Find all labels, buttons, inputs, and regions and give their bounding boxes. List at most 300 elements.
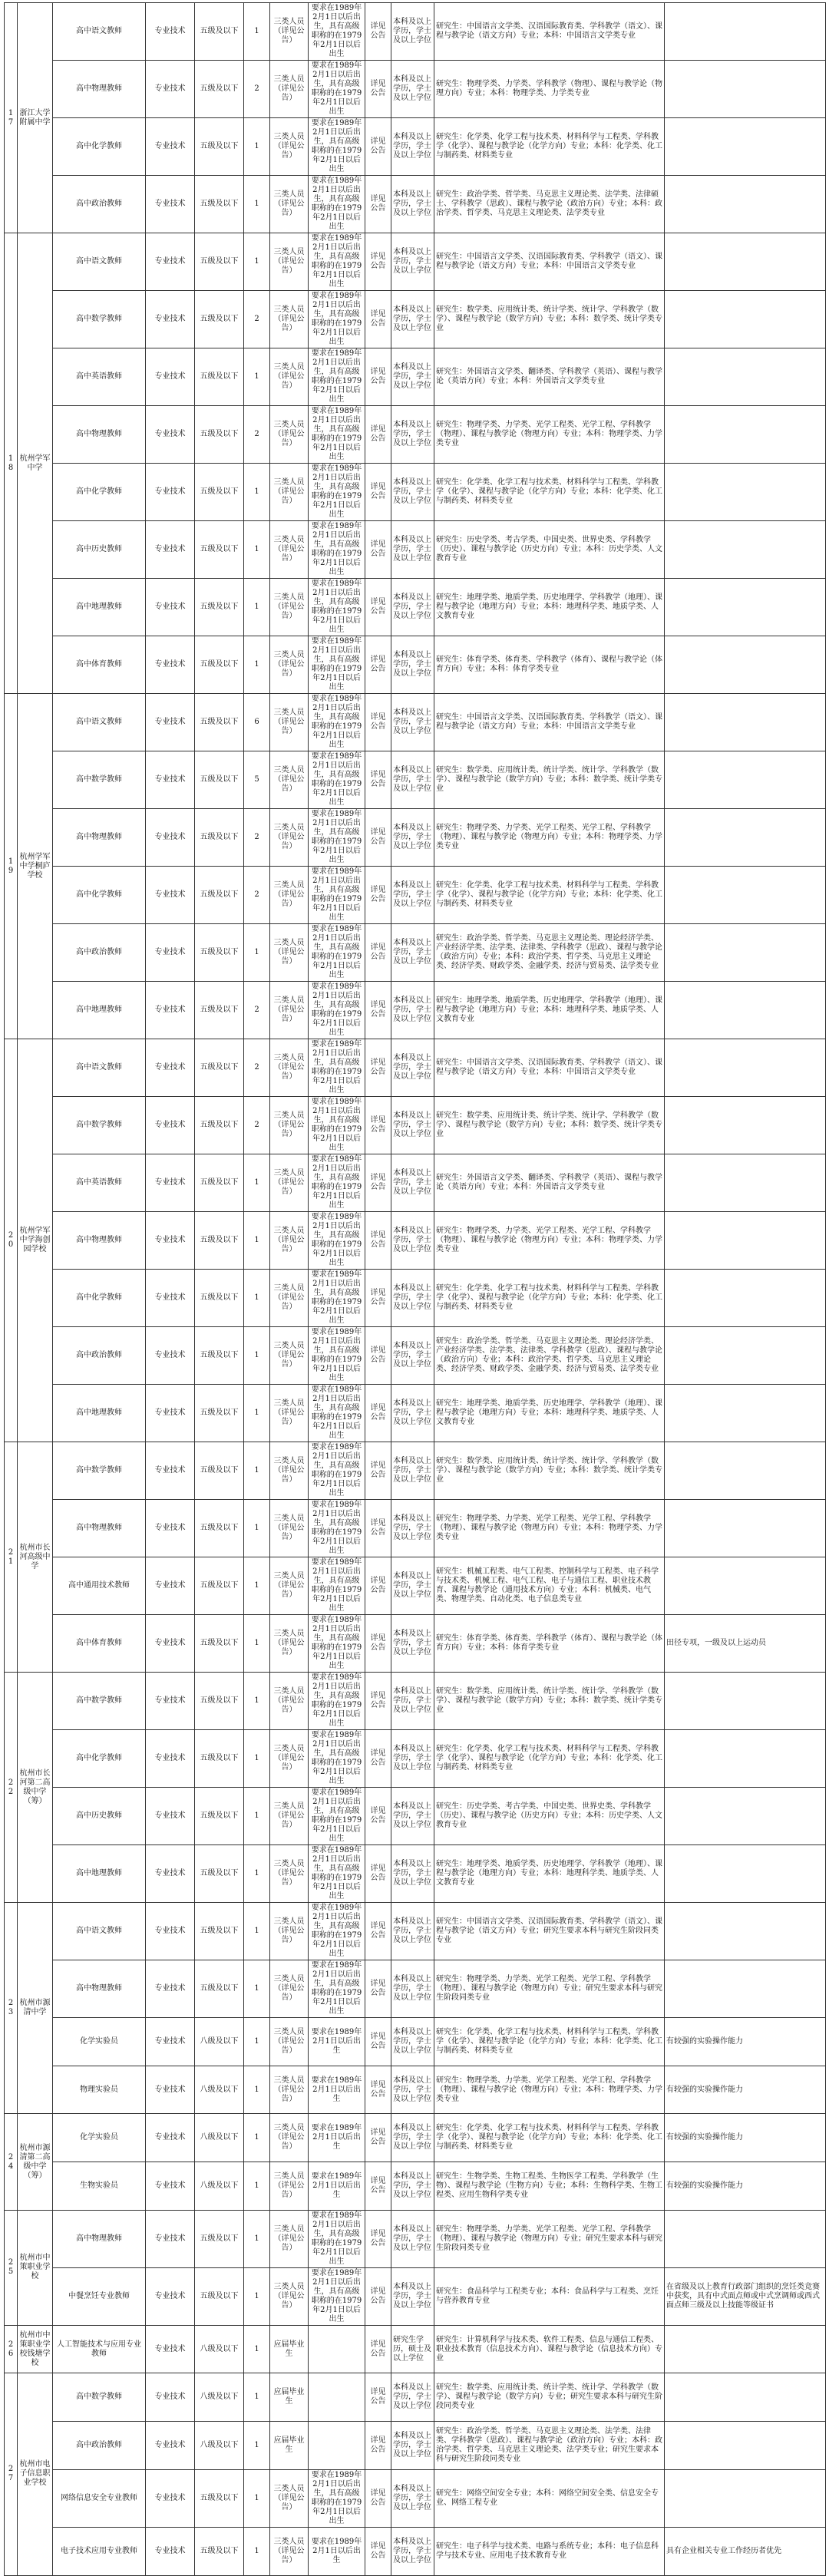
education-requirement: 本科及以上学历，学士及以上学位 bbox=[391, 1615, 434, 1673]
table-row bbox=[5, 751, 826, 809]
remark bbox=[665, 2210, 826, 2267]
position-category: 专业技术 bbox=[146, 61, 195, 118]
age-requirement: 要求在1989年2月1日以后出生，具有高级职称的在1979年2月1日以后出生 bbox=[309, 982, 365, 1039]
position-level: 五级及以下 bbox=[195, 3, 244, 61]
hire-count: 1 bbox=[244, 1154, 270, 1212]
position-level: 五级及以下 bbox=[195, 636, 244, 694]
target-group: 三类人员（详见公告） bbox=[270, 1327, 309, 1385]
remark bbox=[665, 1845, 826, 1903]
position-category: 专业技术 bbox=[146, 1270, 195, 1327]
position-category: 专业技术 bbox=[146, 2162, 195, 2211]
position-level: 五级及以下 bbox=[195, 1039, 244, 1097]
position-name: 高中政治教师 bbox=[53, 2422, 146, 2470]
target-group: 三类人员（详见公告） bbox=[270, 233, 309, 291]
remark bbox=[665, 1903, 826, 1960]
major-requirement: 研究生：食品科学与工程类专业；本科：食品科学与工程类、烹饪与营养教育专业 bbox=[434, 2267, 665, 2325]
position-level: 五级及以下 bbox=[195, 751, 244, 809]
remark bbox=[665, 1730, 826, 1788]
table-row bbox=[5, 2527, 826, 2575]
position-category: 专业技术 bbox=[146, 1039, 195, 1097]
position-level: 五级及以下 bbox=[195, 61, 244, 118]
remark bbox=[665, 1500, 826, 1557]
position-category: 专业技术 bbox=[146, 982, 195, 1039]
table-row bbox=[5, 1442, 826, 1500]
target-group: 三类人员（详见公告） bbox=[270, 291, 309, 348]
major-requirement: 研究生：政治学类、哲学类、马克思主义理论类、理论经济学类、产业经济学类、法学类、法律类、学科教学（思政）、课程与教学论（政治方向）专业；本科：政治学类、哲学类、马克思主义理论类、经济学类、财政学类、金融学类、经济与贸易类、法学类专业 bbox=[434, 924, 665, 982]
age-requirement: 要求在1989年2月1日以后出生，具有高级职称的在1979年2月1日以后出生 bbox=[309, 61, 365, 118]
position-category: 专业技术 bbox=[146, 1960, 195, 2018]
target-group: 三类人员（详见公告） bbox=[270, 1154, 309, 1212]
position-category: 专业技术 bbox=[146, 1385, 195, 1442]
position-category: 专业技术 bbox=[146, 233, 195, 291]
hire-count: 1 bbox=[244, 1212, 270, 1270]
position-level: 五级及以下 bbox=[195, 1097, 244, 1154]
hire-count: 2 bbox=[244, 406, 270, 464]
table-row bbox=[5, 2066, 826, 2114]
education-requirement: 本科及以上学历，学士及以上学位 bbox=[391, 348, 434, 406]
major-requirement: 研究生：数学类、应用统计类、统计学类、统计学、学科教学（数学）、课程与教学论（数学方向）专业；本科：数学类、统计学类专业 bbox=[434, 751, 665, 809]
position-name: 高中化学教师 bbox=[53, 118, 146, 176]
position-level: 八级及以下 bbox=[195, 2373, 244, 2422]
remark bbox=[665, 2373, 826, 2422]
position-name: 高中政治教师 bbox=[53, 1327, 146, 1385]
target-group: 三类人员（详见公告） bbox=[270, 2018, 309, 2066]
age-requirement: 要求在1989年2月1日以后出生，具有高级职称的在1979年2月1日以后出生 bbox=[309, 1788, 365, 1845]
hire-count: 1 bbox=[244, 2267, 270, 2325]
remark bbox=[665, 1788, 826, 1845]
target-group: 三类人员（详见公告） bbox=[270, 1039, 309, 1097]
position-level: 五级及以下 bbox=[195, 1615, 244, 1673]
major-requirement: 研究生：中国语言文学类、汉语国际教育类、学科教学（语文）、课程与教学论（语文方向）专业；本科：中国语言文学类专业 bbox=[434, 694, 665, 751]
major-requirement: 研究生：政治学类、哲学类、马克思主义理论类、法学类、法律类、学科教学（思政）、课程与教学论（政治方向）专业；本科：政治学类、哲学类、马克思主义理论类、法学类专业；研究生要求本科与研究生阶段同类专业 bbox=[434, 2422, 665, 2470]
age-requirement: 要求在1989年2月1日以后出生，具有高级职称的在1979年2月1日以后出生 bbox=[309, 1154, 365, 1212]
other-requirement: 详见公告 bbox=[365, 61, 391, 118]
table-row bbox=[5, 464, 826, 521]
education-requirement: 本科及以上学历，学士及以上学位 bbox=[391, 982, 434, 1039]
table-row bbox=[5, 1097, 826, 1154]
position-name: 高中数学教师 bbox=[53, 291, 146, 348]
position-category: 专业技术 bbox=[146, 1788, 195, 1845]
remark: 具有企业相关专业工作经历者优先 bbox=[665, 2527, 826, 2575]
school-number: 24 bbox=[5, 2114, 18, 2210]
other-requirement: 详见公告 bbox=[365, 1154, 391, 1212]
hire-count: 1 bbox=[244, 1557, 270, 1615]
position-level: 八级及以下 bbox=[195, 2325, 244, 2373]
position-name: 高中数学教师 bbox=[53, 2373, 146, 2422]
age-requirement bbox=[309, 2373, 365, 2422]
target-group: 三类人员（详见公告） bbox=[270, 1557, 309, 1615]
other-requirement: 详见公告 bbox=[365, 1385, 391, 1442]
target-group: 三类人员（详见公告） bbox=[270, 118, 309, 176]
table-row bbox=[5, 1903, 826, 1960]
position-category: 专业技术 bbox=[146, 579, 195, 636]
age-requirement: 要求在1989年2月1日以后出生，具有高级职称的在1979年2月1日以后出生 bbox=[309, 1845, 365, 1903]
education-requirement: 本科及以上学历，学士及以上学位 bbox=[391, 1385, 434, 1442]
position-category: 专业技术 bbox=[146, 176, 195, 233]
education-requirement: 本科及以上学历，学士及以上学位 bbox=[391, 1557, 434, 1615]
hire-count: 1 bbox=[244, 2422, 270, 2470]
position-level: 八级及以下 bbox=[195, 2162, 244, 2211]
position-category: 专业技术 bbox=[146, 751, 195, 809]
education-requirement: 本科及以上学历，学士及以上学位 bbox=[391, 1039, 434, 1097]
education-requirement: 本科及以上学历，学士及以上学位 bbox=[391, 694, 434, 751]
table-row bbox=[5, 291, 826, 348]
table-row bbox=[5, 1845, 826, 1903]
hire-count: 1 bbox=[244, 2018, 270, 2066]
table-row bbox=[5, 1615, 826, 1673]
position-category: 专业技术 bbox=[146, 1327, 195, 1385]
school-number: 21 bbox=[5, 1442, 18, 1673]
major-requirement: 研究生：数学类、应用统计类、统计学类、统计学、学科教学（数学）、课程与教学论（数学方向）专业；研究生要求本科与研究生阶段同类专业 bbox=[434, 2373, 665, 2422]
major-requirement: 研究生：中国语言文学类、汉语国际教育类、学科教学（语文）、课程与教学论（语文方向）专业；研究生要求本科与研究生阶段同类专业 bbox=[434, 1903, 665, 1960]
age-requirement: 要求在1989年2月1日以后出生，具有高级职称的在1979年2月1日以后出生 bbox=[309, 1212, 365, 1270]
position-name: 高中化学教师 bbox=[53, 1270, 146, 1327]
school-number: 19 bbox=[5, 694, 18, 1039]
hire-count: 1 bbox=[244, 2066, 270, 2114]
position-level: 五级及以下 bbox=[195, 1385, 244, 1442]
position-level: 五级及以下 bbox=[195, 2469, 244, 2527]
position-level: 五级及以下 bbox=[195, 406, 244, 464]
other-requirement: 详见公告 bbox=[365, 809, 391, 867]
position-category: 专业技术 bbox=[146, 2469, 195, 2527]
target-group: 三类人员（详见公告） bbox=[270, 2066, 309, 2114]
remark bbox=[665, 176, 826, 233]
remark bbox=[665, 751, 826, 809]
age-requirement: 要求在1989年2月1日以后出生，具有高级职称的在1979年2月1日以后出生 bbox=[309, 1327, 365, 1385]
position-level: 五级及以下 bbox=[195, 2267, 244, 2325]
other-requirement: 详见公告 bbox=[365, 291, 391, 348]
remark bbox=[665, 867, 826, 924]
other-requirement: 详见公告 bbox=[365, 2162, 391, 2211]
remark bbox=[665, 118, 826, 176]
hire-count: 2 bbox=[244, 61, 270, 118]
education-requirement: 本科及以上学历，学士及以上学位 bbox=[391, 809, 434, 867]
education-requirement: 本科及以上学历，学士及以上学位 bbox=[391, 233, 434, 291]
other-requirement: 详见公告 bbox=[365, 579, 391, 636]
remark bbox=[665, 233, 826, 291]
education-requirement: 本科及以上学历，学士及以上学位 bbox=[391, 2267, 434, 2325]
other-requirement: 详见公告 bbox=[365, 1039, 391, 1097]
age-requirement: 要求在1989年2月1日以后出生 bbox=[309, 2018, 365, 2066]
other-requirement: 详见公告 bbox=[365, 636, 391, 694]
position-name: 高中英语教师 bbox=[53, 348, 146, 406]
table-row bbox=[5, 521, 826, 579]
other-requirement: 详见公告 bbox=[365, 2469, 391, 2527]
position-category: 专业技术 bbox=[146, 1845, 195, 1903]
school-number: 22 bbox=[5, 1673, 18, 1903]
major-requirement: 研究生：生物学类、生物工程类、生物医学工程类、学科教学（生物）、课程与教学论（生物方向）专业；本科：生物科学类、生物工程类、应用生物科学类专业 bbox=[434, 2162, 665, 2211]
position-level: 五级及以下 bbox=[195, 1500, 244, 1557]
other-requirement: 详见公告 bbox=[365, 1673, 391, 1730]
major-requirement: 研究生：数学类、应用统计类、统计学类、统计学、学科教学（数学）、课程与教学论（数学方向）专业；本科：数学类、统计学类专业 bbox=[434, 1442, 665, 1500]
position-category: 专业技术 bbox=[146, 636, 195, 694]
major-requirement: 研究生：化学类、化学工程与技术类、材料科学与工程类、学科教学（化学）、课程与教学论（化学方向）专业；本科：化学类、化工与制药类、材料类专业 bbox=[434, 1270, 665, 1327]
position-category: 专业技术 bbox=[146, 1154, 195, 1212]
education-requirement: 本科及以上学历，学士及以上学位 bbox=[391, 1788, 434, 1845]
major-requirement: 研究生：机械工程类、电气工程类、控制科学与工程类、电子科学与技术类、机械工程、电气工程、电子与通信工程、职业技术教育、课程与教学论（通用技术方向）专业；本科：机械类、电气类、物理学类、自动化类、电子信息类专业 bbox=[434, 1557, 665, 1615]
target-group: 三类人员（详见公告） bbox=[270, 751, 309, 809]
education-requirement: 本科及以上学历，学士及以上学位 bbox=[391, 1845, 434, 1903]
major-requirement: 研究生：物理学类、力学类、光学工程类、光学工程、学科教学（物理）、课程与教学论（物理方向）专业；本科：物理学类、力学类专业 bbox=[434, 406, 665, 464]
education-requirement: 本科及以上学历，学士及以上学位 bbox=[391, 2114, 434, 2162]
target-group: 三类人员（详见公告） bbox=[270, 579, 309, 636]
other-requirement: 详见公告 bbox=[365, 751, 391, 809]
school-number: 26 bbox=[5, 2325, 18, 2373]
hire-count: 2 bbox=[244, 291, 270, 348]
remark bbox=[665, 2422, 826, 2470]
position-name: 网络信息安全专业教师 bbox=[53, 2469, 146, 2527]
education-requirement: 本科及以上学历，学士及以上学位 bbox=[391, 2066, 434, 2114]
age-requirement bbox=[309, 2325, 365, 2373]
position-category: 专业技术 bbox=[146, 1500, 195, 1557]
position-name: 高中政治教师 bbox=[53, 176, 146, 233]
position-name: 高中物理教师 bbox=[53, 1500, 146, 1557]
other-requirement: 详见公告 bbox=[365, 348, 391, 406]
age-requirement: 要求在1989年2月1日以后出生，具有高级职称的在1979年2月1日以后出生 bbox=[309, 579, 365, 636]
other-requirement: 详见公告 bbox=[365, 2018, 391, 2066]
school-number: 18 bbox=[5, 233, 18, 694]
table-row bbox=[5, 118, 826, 176]
position-name: 化学实验员 bbox=[53, 2018, 146, 2066]
remark bbox=[665, 1385, 826, 1442]
target-group: 三类人员（详见公告） bbox=[270, 1788, 309, 1845]
remark bbox=[665, 694, 826, 751]
position-name: 高中语文教师 bbox=[53, 1903, 146, 1960]
position-level: 五级及以下 bbox=[195, 1557, 244, 1615]
other-requirement: 详见公告 bbox=[365, 1615, 391, 1673]
table-row bbox=[5, 982, 826, 1039]
age-requirement: 要求在1989年2月1日以后出生，具有高级职称的在1979年2月1日以后出生 bbox=[309, 348, 365, 406]
hire-count: 1 bbox=[244, 3, 270, 61]
major-requirement: 研究生：化学类、化学工程与技术类、材料科学与工程类、学科教学（化学）、课程与教学论（化学方向）专业；本科：化学类、化工与制药类、材料类专业 bbox=[434, 118, 665, 176]
table-row bbox=[5, 3, 826, 61]
position-category: 专业技术 bbox=[146, 1557, 195, 1615]
age-requirement: 要求在1989年2月1日以后出生 bbox=[309, 2527, 365, 2575]
major-requirement: 研究生：中国语言文学类、汉语国际教育类、学科教学（语文）、课程与教学论（语文方向）专业；本科：中国语言文学类专业 bbox=[434, 233, 665, 291]
age-requirement: 要求在1989年2月1日以后出生，具有高级职称的在1979年2月1日以后出生 bbox=[309, 233, 365, 291]
hire-count: 1 bbox=[244, 1615, 270, 1673]
major-requirement: 研究生：数学类、应用统计类、统计学类、统计学、学科教学（数学）、课程与教学论（数学方向）专业；本科：数学类、统计学类专业 bbox=[434, 1097, 665, 1154]
position-category: 专业技术 bbox=[146, 1442, 195, 1500]
position-name: 高中体育教师 bbox=[53, 636, 146, 694]
position-name: 高中体育教师 bbox=[53, 1615, 146, 1673]
position-category: 专业技术 bbox=[146, 3, 195, 61]
recruitment-table bbox=[4, 2, 826, 2576]
other-requirement: 详见公告 bbox=[365, 2422, 391, 2470]
position-level: 五级及以下 bbox=[195, 291, 244, 348]
hire-count: 1 bbox=[244, 2162, 270, 2211]
major-requirement: 研究生：数学类、应用统计类、统计学类、统计学、学科教学（数学）、课程与教学论（数学方向）专业；本科：数学类、统计学类专业 bbox=[434, 1673, 665, 1730]
table-row bbox=[5, 1327, 826, 1385]
position-level: 八级及以下 bbox=[195, 2018, 244, 2066]
table-row bbox=[5, 2162, 826, 2211]
other-requirement: 详见公告 bbox=[365, 694, 391, 751]
remark bbox=[665, 1673, 826, 1730]
remark bbox=[665, 348, 826, 406]
table-row bbox=[5, 2210, 826, 2267]
remark: 有较强的实验操作能力 bbox=[665, 2066, 826, 2114]
hire-count: 1 bbox=[244, 348, 270, 406]
target-group: 三类人员（详见公告） bbox=[270, 2267, 309, 2325]
position-category: 专业技术 bbox=[146, 1212, 195, 1270]
table-row bbox=[5, 1270, 826, 1327]
education-requirement: 本科及以上学历，学士及以上学位 bbox=[391, 1903, 434, 1960]
table-row bbox=[5, 2422, 826, 2470]
target-group: 三类人员（详见公告） bbox=[270, 521, 309, 579]
other-requirement: 详见公告 bbox=[365, 982, 391, 1039]
table-row bbox=[5, 233, 826, 291]
hire-count: 1 bbox=[244, 1673, 270, 1730]
major-requirement: 研究生：历史学类、考古学类、中国史类、世界史类、学科教学（历史）、课程与教学论（历史方向）专业；本科：历史学类、人文教育专业 bbox=[434, 521, 665, 579]
other-requirement: 详见公告 bbox=[365, 2114, 391, 2162]
table-row bbox=[5, 1960, 826, 2018]
hire-count: 2 bbox=[244, 1039, 270, 1097]
target-group: 三类人员（详见公告） bbox=[270, 1960, 309, 2018]
target-group: 三类人员（详见公告） bbox=[270, 1442, 309, 1500]
position-category: 专业技术 bbox=[146, 2422, 195, 2470]
age-requirement: 要求在1989年2月1日以后出生，具有高级职称的在1979年2月1日以后出生 bbox=[309, 464, 365, 521]
remark bbox=[665, 1327, 826, 1385]
age-requirement: 要求在1989年2月1日以后出生，具有高级职称的在1979年2月1日以后出生 bbox=[309, 1615, 365, 1673]
other-requirement: 详见公告 bbox=[365, 1270, 391, 1327]
age-requirement: 要求在1989年2月1日以后出生，具有高级职称的在1979年2月1日以后出生 bbox=[309, 636, 365, 694]
education-requirement: 本科及以上学历，学士及以上学位 bbox=[391, 579, 434, 636]
position-name: 生物实验员 bbox=[53, 2162, 146, 2211]
target-group: 三类人员（详见公告） bbox=[270, 1212, 309, 1270]
hire-count: 1 bbox=[244, 2527, 270, 2575]
target-group: 应届毕业生 bbox=[270, 2325, 309, 2373]
major-requirement: 研究生：中国语言文学类、汉语国际教育类、学科教学（语文）、课程与教学论（语文方向）专业；本科：中国语言文学类专业 bbox=[434, 3, 665, 61]
position-name: 高中语文教师 bbox=[53, 1039, 146, 1097]
remark bbox=[665, 521, 826, 579]
target-group: 三类人员（详见公告） bbox=[270, 2210, 309, 2267]
remark: 有较强的实验操作能力 bbox=[665, 2114, 826, 2162]
position-category: 专业技术 bbox=[146, 2373, 195, 2422]
target-group: 三类人员（详见公告） bbox=[270, 924, 309, 982]
hire-count: 1 bbox=[244, 1788, 270, 1845]
target-group: 三类人员（详见公告） bbox=[270, 1615, 309, 1673]
hire-count: 1 bbox=[244, 1270, 270, 1327]
hire-count: 2 bbox=[244, 809, 270, 867]
table-row bbox=[5, 1500, 826, 1557]
age-requirement: 要求在1989年2月1日以后出生，具有高级职称的在1979年2月1日以后出生 bbox=[309, 1270, 365, 1327]
position-level: 五级及以下 bbox=[195, 176, 244, 233]
table-row bbox=[5, 579, 826, 636]
position-name: 高中物理教师 bbox=[53, 406, 146, 464]
position-category: 专业技术 bbox=[146, 1903, 195, 1960]
education-requirement: 本科及以上学历，学士及以上学位 bbox=[391, 636, 434, 694]
hire-count: 1 bbox=[244, 1903, 270, 1960]
age-requirement: 要求在1989年2月1日以后出生，具有高级职称的在1979年2月1日以后出生 bbox=[309, 1673, 365, 1730]
target-group: 三类人员（详见公告） bbox=[270, 464, 309, 521]
remark bbox=[665, 1442, 826, 1500]
education-requirement: 本科及以上学历，学士及以上学位 bbox=[391, 464, 434, 521]
education-requirement: 本科及以上学历，学士及以上学位 bbox=[391, 1442, 434, 1500]
other-requirement: 详见公告 bbox=[365, 1730, 391, 1788]
position-category: 专业技术 bbox=[146, 809, 195, 867]
age-requirement: 要求在1989年2月1日以后出生，具有高级职称的在1979年2月1日以后出生 bbox=[309, 521, 365, 579]
major-requirement: 研究生：化学类、化学工程与技术类、材料科学与工程类、学科教学（化学）、课程与教学论（化学方向）专业；本科：化学类、化工与制药类、材料类专业 bbox=[434, 1730, 665, 1788]
table-row bbox=[5, 1730, 826, 1788]
age-requirement: 要求在1989年2月1日以后出生，具有高级职称的在1979年2月1日以后出生 bbox=[309, 1557, 365, 1615]
age-requirement: 要求在1989年2月1日以后出生 bbox=[309, 2114, 365, 2162]
position-name: 高中语文教师 bbox=[53, 3, 146, 61]
position-level: 五级及以下 bbox=[195, 521, 244, 579]
remark bbox=[665, 1960, 826, 2018]
position-level: 五级及以下 bbox=[195, 1845, 244, 1903]
other-requirement: 详见公告 bbox=[365, 2527, 391, 2575]
table-row bbox=[5, 1039, 826, 1097]
other-requirement: 详见公告 bbox=[365, 1788, 391, 1845]
hire-count: 6 bbox=[244, 694, 270, 751]
target-group: 三类人员（详见公告） bbox=[270, 2162, 309, 2211]
other-requirement: 详见公告 bbox=[365, 1327, 391, 1385]
education-requirement: 本科及以上学历，学士及以上学位 bbox=[391, 2018, 434, 2066]
age-requirement: 要求在1989年2月1日以后出生，具有高级职称的在1979年2月1日以后出生 bbox=[309, 1500, 365, 1557]
hire-count: 1 bbox=[244, 464, 270, 521]
remark bbox=[665, 1212, 826, 1270]
position-name: 高中物理教师 bbox=[53, 1212, 146, 1270]
position-name: 高中数学教师 bbox=[53, 1097, 146, 1154]
age-requirement: 要求在1989年2月1日以后出生，具有高级职称的在1979年2月1日以后出生 bbox=[309, 1442, 365, 1500]
other-requirement: 详见公告 bbox=[365, 1097, 391, 1154]
hire-count: 1 bbox=[244, 521, 270, 579]
position-name: 高中地理教师 bbox=[53, 1845, 146, 1903]
education-requirement: 本科及以上学历，学士及以上学位 bbox=[391, 61, 434, 118]
hire-count: 1 bbox=[244, 2114, 270, 2162]
table-row bbox=[5, 924, 826, 982]
hire-count: 1 bbox=[244, 1327, 270, 1385]
position-name: 高中地理教师 bbox=[53, 579, 146, 636]
hire-count: 1 bbox=[244, 2469, 270, 2527]
remark bbox=[665, 1270, 826, 1327]
position-level: 八级及以下 bbox=[195, 2114, 244, 2162]
table-row bbox=[5, 867, 826, 924]
school-name: 杭州市电子信息职业学校 bbox=[18, 2373, 53, 2575]
position-level: 五级及以下 bbox=[195, 579, 244, 636]
position-level: 五级及以下 bbox=[195, 982, 244, 1039]
table-row bbox=[5, 1212, 826, 1270]
position-level: 五级及以下 bbox=[195, 1673, 244, 1730]
education-requirement: 本科及以上学历，学士及以上学位 bbox=[391, 1212, 434, 1270]
position-name: 高中化学教师 bbox=[53, 1730, 146, 1788]
other-requirement: 详见公告 bbox=[365, 2066, 391, 2114]
remark: 有较强的实验操作能力 bbox=[665, 2018, 826, 2066]
major-requirement: 研究生：物理学类、力学类、光学工程类、光学工程、学科教学（物理）、课程与教学论（物理方向）专业；本科：物理学类、力学类专业 bbox=[434, 1500, 665, 1557]
age-requirement: 要求在1989年2月1日以后出生，具有高级职称的在1979年2月1日以后出生 bbox=[309, 751, 365, 809]
position-name: 物理实验员 bbox=[53, 2066, 146, 2114]
age-requirement: 要求在1989年2月1日以后出生，具有高级职称的在1979年2月1日以后出生 bbox=[309, 924, 365, 982]
education-requirement: 本科及以上学历，学士及以上学位 bbox=[391, 1673, 434, 1730]
education-requirement: 本科及以上学历，学士及以上学位 bbox=[391, 3, 434, 61]
education-requirement: 研究生学历，硕士及以上学位 bbox=[391, 2325, 434, 2373]
position-category: 专业技术 bbox=[146, 2325, 195, 2373]
position-name: 高中数学教师 bbox=[53, 751, 146, 809]
target-group: 三类人员（详见公告） bbox=[270, 3, 309, 61]
position-name: 高中化学教师 bbox=[53, 464, 146, 521]
hire-count: 1 bbox=[244, 118, 270, 176]
position-category: 专业技术 bbox=[146, 2018, 195, 2066]
age-requirement: 要求在1989年2月1日以后出生，具有高级职称的在1979年2月1日以后出生 bbox=[309, 176, 365, 233]
remark bbox=[665, 924, 826, 982]
major-requirement: 研究生：物理学类、力学类、光学工程类、光学工程、学科教学（物理）、课程与教学论（物理方向）专业；研究生要求本科与研究生阶段同类专业 bbox=[434, 1960, 665, 2018]
table-row bbox=[5, 809, 826, 867]
table-row bbox=[5, 406, 826, 464]
education-requirement: 本科及以上学历，学士及以上学位 bbox=[391, 924, 434, 982]
school-number: 20 bbox=[5, 1039, 18, 1442]
other-requirement: 详见公告 bbox=[365, 406, 391, 464]
age-requirement: 要求在1989年2月1日以后出生 bbox=[309, 2066, 365, 2114]
